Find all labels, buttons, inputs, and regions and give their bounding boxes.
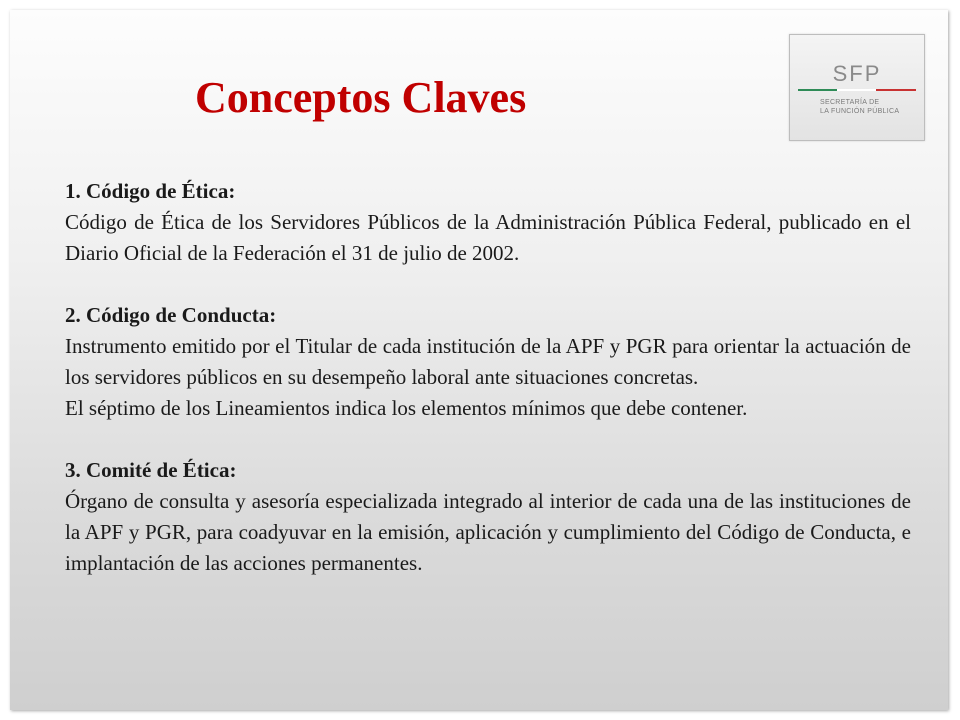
section-codigo-etica	[65, 176, 911, 269]
section-codigo-conducta	[65, 300, 911, 424]
logo-subtitle	[820, 98, 899, 116]
section-comite-etica	[65, 455, 911, 579]
section-paragraph: Instrumento emitido por el Titular de cada institución de la APF y PGR para orientar la actuación de los servidores públicos en su desempeño laboral ante situaciones concretas.	[65, 334, 911, 389]
logo-tricolor-bar	[798, 89, 916, 91]
logo-subtitle-line2: LA FUNCIÓN PÚBLICA	[820, 108, 900, 115]
concepts-body	[65, 176, 911, 610]
logo-acronym: SFP	[832, 61, 882, 86]
section-heading: 1. Código de Ética:	[65, 179, 236, 203]
section-heading: 3. Comité de Ética:	[65, 458, 237, 482]
slide-title: Conceptos Claves	[195, 73, 527, 122]
slide	[10, 10, 948, 710]
sfp-logo	[789, 34, 925, 141]
section-heading: 2. Código de Conducta:	[65, 303, 277, 327]
section-paragraph: Código de Ética de los Servidores Públicos de la Administración Pública Federal, publicado en el Diario Oficial de la Federación el 31 de julio de 2002.	[65, 210, 911, 265]
logo-subtitle-line1: SECRETARÍA DE	[820, 99, 880, 106]
section-paragraph: Órgano de consulta y asesoría especializada integrado al interior de cada una de las instituciones de la APF y PGR, para coadyuvar en la emisión, aplicación y cumplimiento del Código de Conducta, e implantación de las acciones permanentes.	[65, 489, 911, 575]
section-paragraph: El séptimo de los Lineamientos indica los elementos mínimos que debe contener.	[65, 396, 748, 420]
